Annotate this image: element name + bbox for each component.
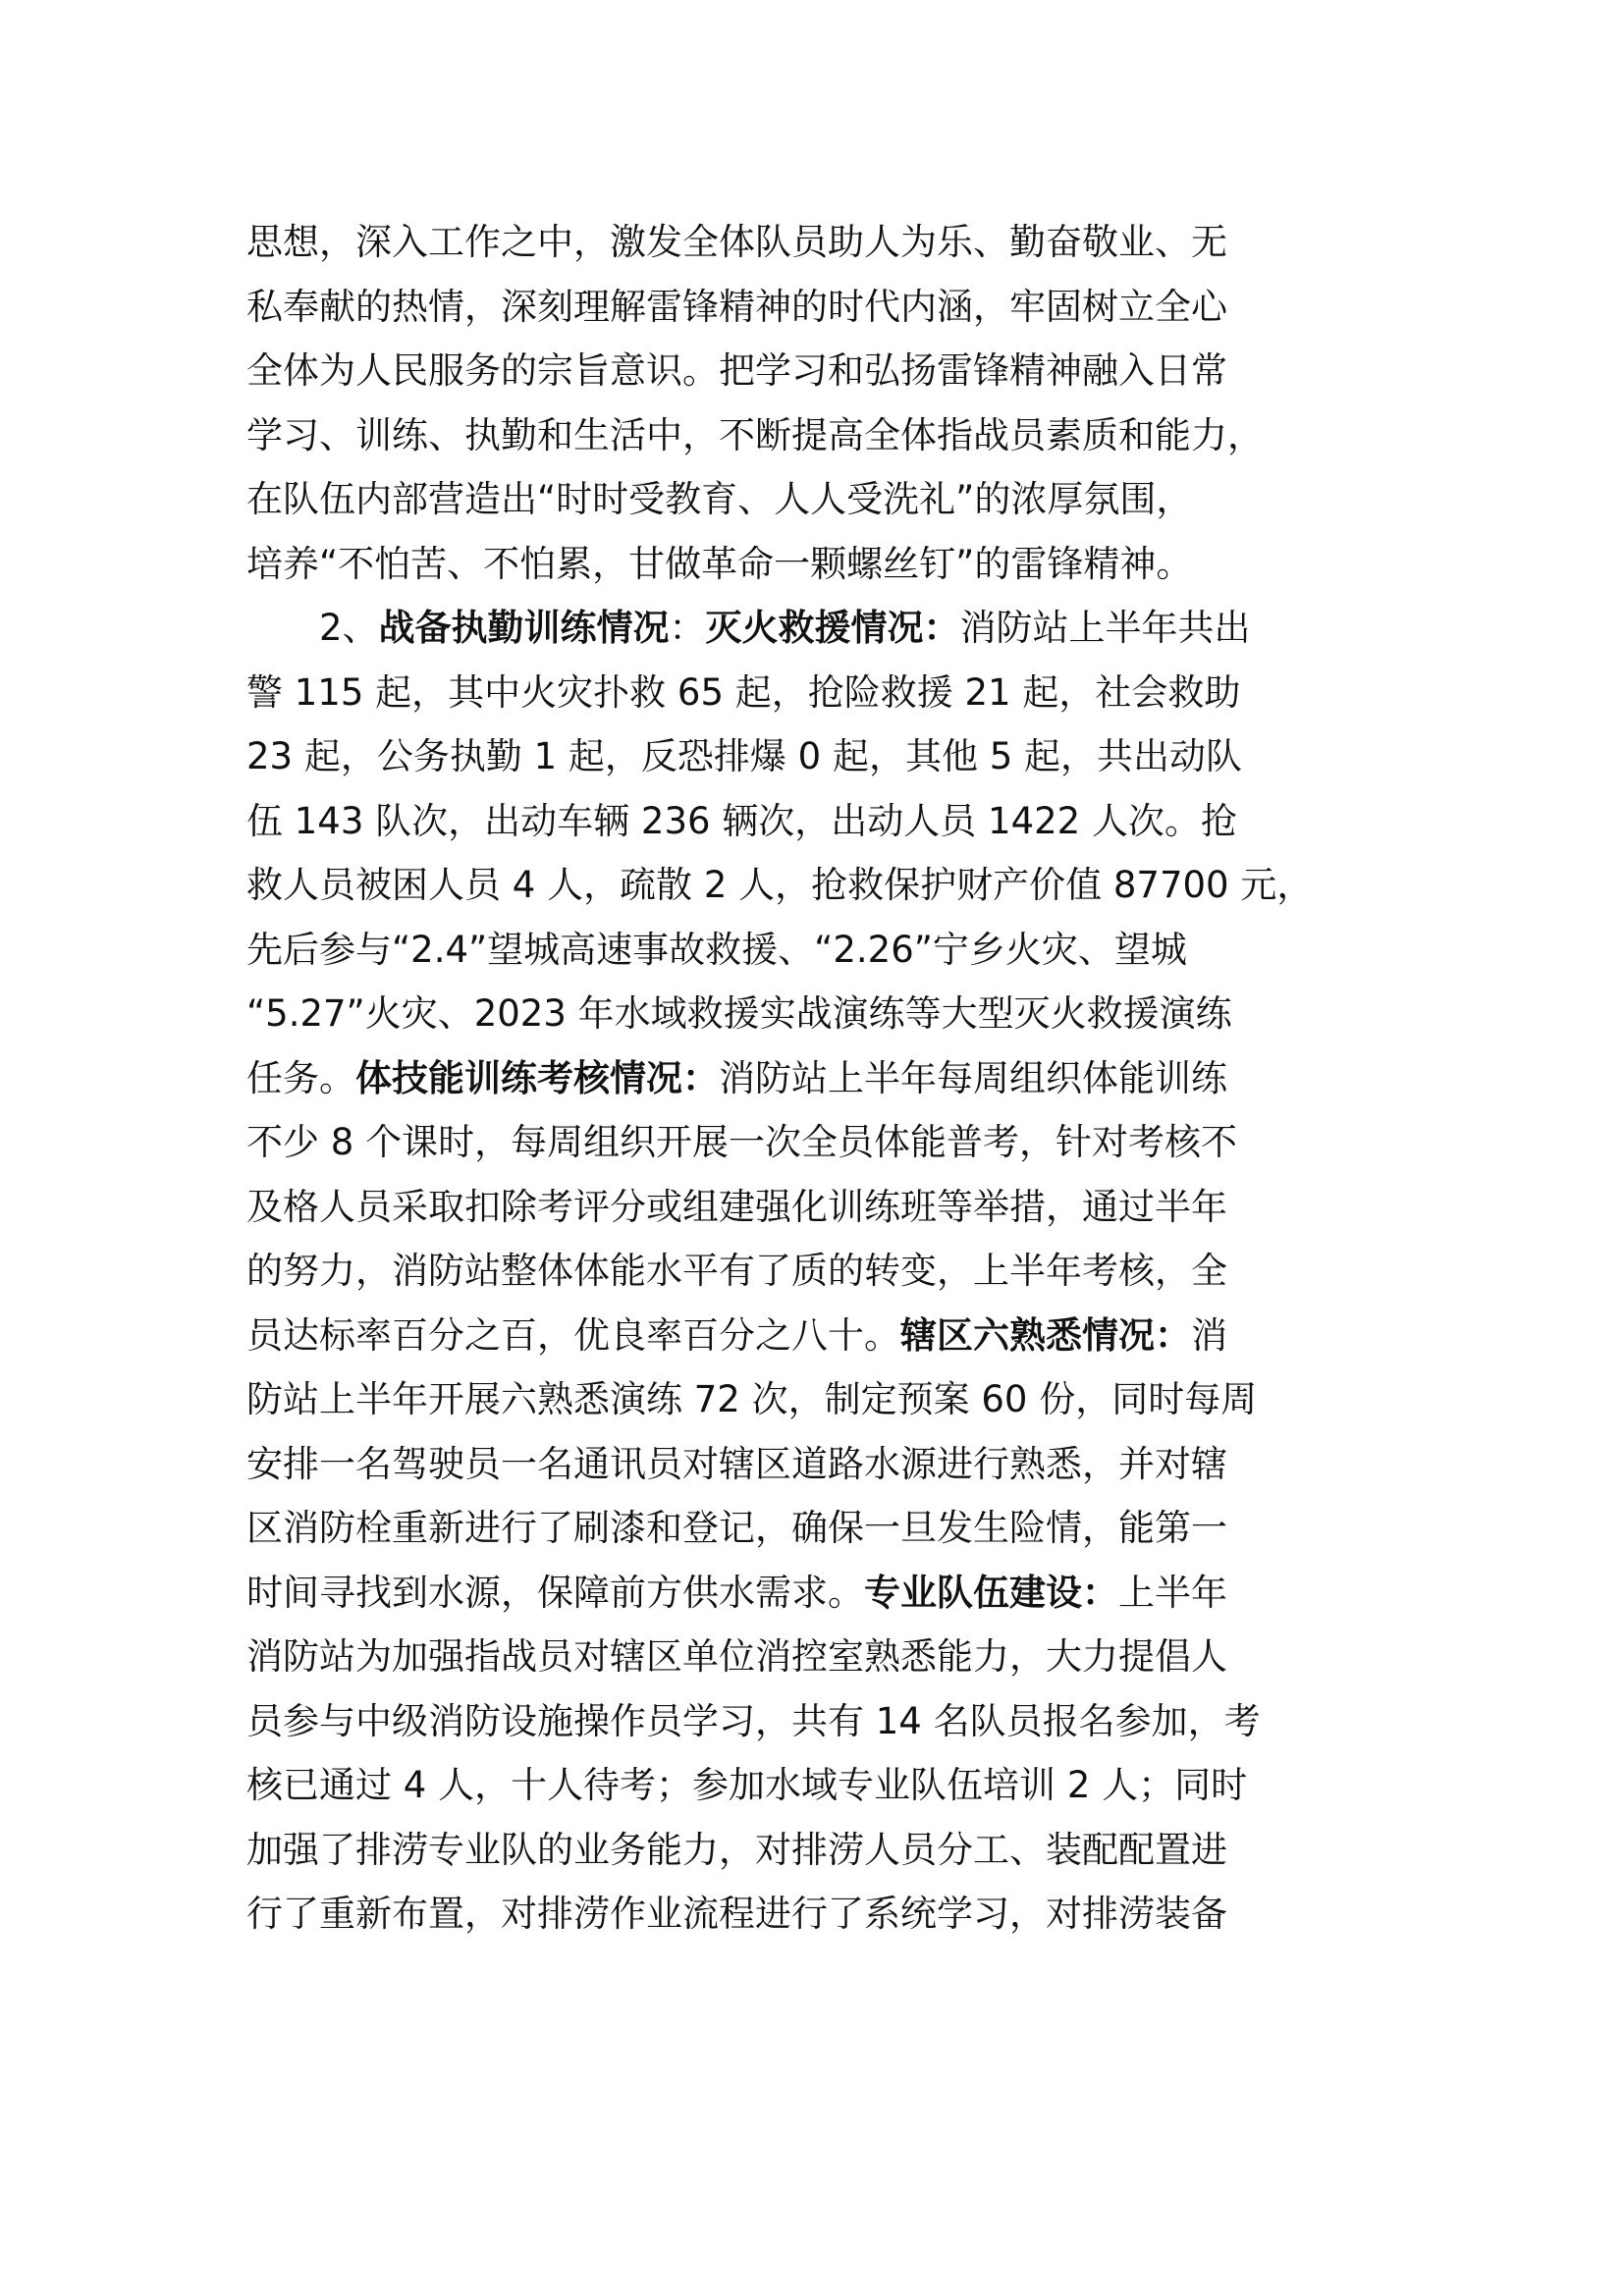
text-line — [246, 1175, 1395, 1240]
body-text-segment: 思想，深入工作之中，激发全体队员助人为乐、勤奋敬业、无 — [246, 221, 1227, 263]
bold-heading-text: 灭火救援情况： — [705, 607, 960, 649]
body-text-segment: 警 115 起，其中火灾扑救 65 起，抢险救援 21 起，社会救助 — [246, 670, 1241, 714]
text-line — [246, 1625, 1395, 1689]
body-text-segment: 伍 143 队次，出动车辆 236 辆次，出动人员 1422 人次。抢 — [246, 799, 1237, 842]
body-text-segment: 消防站上半年每周组织体能训练 — [719, 1056, 1227, 1099]
body-text-segment: 在队伍内部营造出“时时受教育、人人受洗礼”的浓厚氛围， — [246, 478, 1193, 520]
body-text-segment: 先后参与“2.4”望城高速事故救援、“2.26”宁乡火灾、望城 — [246, 928, 1187, 971]
text-line — [246, 1689, 1395, 1754]
body-text-segment: 时间寻找到水源，保障前方供水需求。 — [246, 1571, 864, 1614]
bold-heading-text: 战备执勤训练情况 — [378, 607, 670, 649]
body-text-segment: 私奉献的热情，深刻理解雷锋精神的时代内涵，牢固树立全心 — [246, 285, 1227, 328]
text-line — [246, 1818, 1395, 1883]
body-text-segment: “5.27”火灾、2023 年水域救援实战演练等大型灭火救援演练 — [246, 992, 1232, 1035]
bold-heading-text: 辖区六熟悉情况： — [900, 1313, 1191, 1357]
text-line — [246, 1432, 1395, 1497]
body-text-segment: 不少 8 个课时，每周组织开展一次全员体能普考，针对考核不 — [246, 1121, 1238, 1163]
text-line — [246, 789, 1395, 854]
body-text-segment: 上半年 — [1118, 1571, 1227, 1614]
text-line — [246, 1882, 1395, 1947]
body-text-segment: 员参与中级消防设施操作员学习，共有 14 名队员报名参加，考 — [246, 1699, 1261, 1742]
text-line — [246, 982, 1395, 1046]
text-line — [246, 1367, 1395, 1432]
text-line — [246, 724, 1395, 789]
body-text-segment: 及格人员采取扣除考评分或组建强化训练班等举措，通过半年 — [246, 1185, 1227, 1228]
body-text-segment: 行了重新布置，对排涝作业流程进行了系统学习，对排涝装备 — [246, 1893, 1227, 1935]
text-line — [246, 210, 1395, 275]
text-line — [246, 275, 1395, 340]
text-line — [246, 661, 1395, 725]
body-text-segment: 消防站上半年共出 — [959, 607, 1251, 649]
body-text-segment: ： — [669, 607, 706, 649]
body-text-segment: 员达标率百分之百，优良率百分之八十。 — [246, 1313, 900, 1357]
body-text-segment: 2、 — [319, 607, 379, 649]
body-text-segment: 区消防栓重新进行了刷漆和登记，确保一旦发生险情，能第一 — [246, 1507, 1227, 1549]
body-text-segment: 加强了排涝专业队的业务能力，对排涝人员分工、装配配置进 — [246, 1828, 1227, 1871]
bold-heading-text: 体技能训练考核情况： — [355, 1056, 719, 1099]
body-text-segment: 防站上半年开展六熟悉演练 72 次，制定预案 60 份，同时每周 — [246, 1378, 1258, 1420]
text-line — [246, 339, 1395, 403]
body-text-segment: 救人员被困人员 4 人，疏散 2 人，抢救保护财产价值 87700 元， — [246, 864, 1314, 906]
body-text-segment: 消防站为加强指战员对辖区单位消控室熟悉能力，大力提倡人 — [246, 1635, 1227, 1678]
text-line — [246, 1753, 1395, 1818]
body-text-segment: 任务。 — [246, 1056, 355, 1099]
body-text-segment: 消 — [1191, 1313, 1227, 1357]
body-text — [246, 210, 1395, 1947]
body-text-segment: 培养“不怕苦、不怕累，甘做革命一颗螺丝钉”的雷锋精神。 — [246, 542, 1193, 585]
text-line — [246, 467, 1395, 532]
body-text-segment: 学习、训练、执勤和生活中，不断提高全体指战员素质和能力， — [246, 413, 1264, 456]
text-line — [246, 532, 1395, 597]
text-line — [246, 1110, 1395, 1175]
text-line — [246, 1239, 1395, 1304]
text-line — [246, 853, 1395, 918]
text-line — [246, 596, 1395, 661]
body-text-segment: 23 起，公务执勤 1 起，反恐排爆 0 起，其他 5 起，共出动队 — [246, 735, 1243, 777]
text-line — [246, 1561, 1395, 1626]
text-line — [246, 1046, 1395, 1111]
body-text-segment: 安排一名驾驶员一名通讯员对辖区道路水源进行熟悉，并对辖 — [246, 1442, 1227, 1485]
text-line — [246, 403, 1395, 468]
text-line — [246, 1304, 1395, 1368]
body-text-segment: 的努力，消防站整体体能水平有了质的转变，上半年考核，全 — [246, 1250, 1227, 1292]
text-line — [246, 918, 1395, 983]
body-text-segment: 全体为人民服务的宗旨意识。把学习和弘扬雷锋精神融入日常 — [246, 349, 1227, 392]
text-line — [246, 1496, 1395, 1561]
bold-heading-text: 专业队伍建设： — [864, 1571, 1118, 1614]
body-text-segment: 核已通过 4 人，十人待考；参加水域专业队伍培训 2 人；同时 — [246, 1764, 1248, 1806]
